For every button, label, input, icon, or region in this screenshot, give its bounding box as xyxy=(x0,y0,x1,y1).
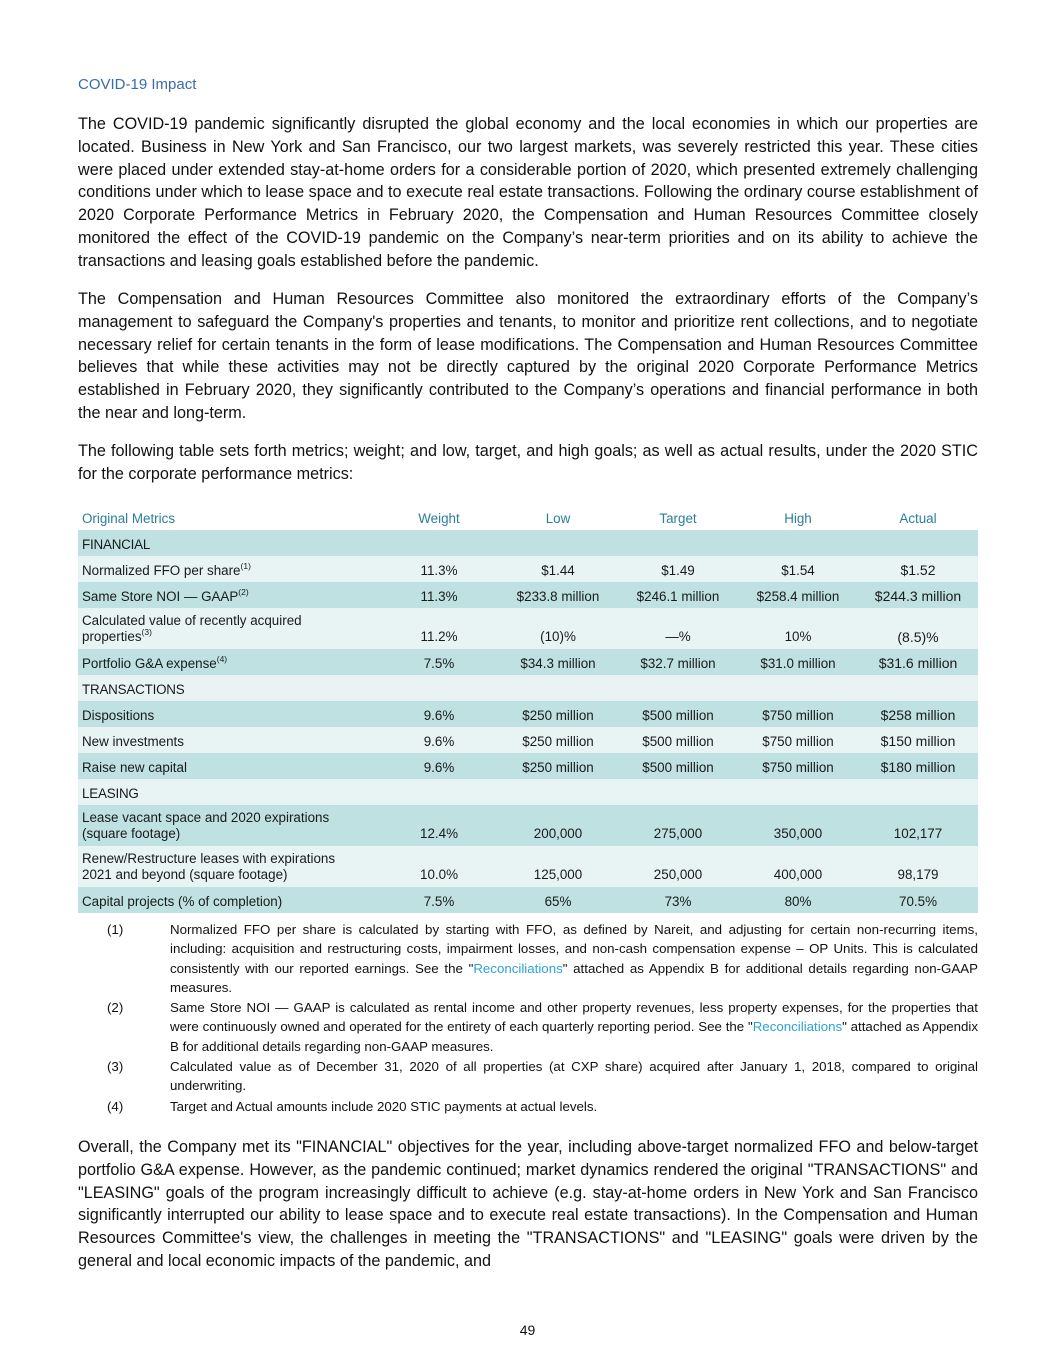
header-target: Target xyxy=(618,506,738,530)
footnote-4 xyxy=(107,1097,978,1116)
weight-cell: 11.3% xyxy=(380,582,498,608)
footnote-1 xyxy=(107,920,978,997)
paragraph-committee-monitoring: The Compensation and Human Resources Committee also monitored the extraordinary efforts of the Company’s management to safeguard the Company's properties and tenants, to monitor and prioritize rent collections, and to negotiate necessary relief for certain tenants in the form of lease modifications. The Compensation and Human Resources Committee believes that while these activities may not be directly captured by the original 2020 Corporate Performance Metrics established in February 2020, they significantly contributed to the Company’s operations and financial performance in both the near and long-term. xyxy=(78,290,978,422)
high-cell: $750 million xyxy=(738,701,858,727)
table-row xyxy=(78,649,978,675)
table-header-row xyxy=(78,506,978,530)
low-cell: $250 million xyxy=(498,701,618,727)
table-row xyxy=(78,727,978,753)
category-label: FINANCIAL xyxy=(78,530,978,556)
header-original-metrics: Original Metrics xyxy=(78,506,380,530)
category-label: TRANSACTIONS xyxy=(78,675,978,701)
actual-cell: $244.3 million xyxy=(858,582,978,608)
high-cell: $258.4 million xyxy=(738,582,858,608)
metric-name: Normalized FFO per share$^{(1)}$ xyxy=(78,556,380,582)
metric-name: Dispositions xyxy=(78,701,380,727)
weight-cell: 9.6% xyxy=(380,701,498,727)
target-cell: 73% xyxy=(618,887,738,913)
actual-cell: 102,177 xyxy=(858,805,978,846)
target-cell: 275,000 xyxy=(618,805,738,846)
footnote-number: (3) xyxy=(107,1059,124,1075)
footnote-number: (4) xyxy=(107,1098,124,1114)
target-cell: —% xyxy=(618,608,738,649)
weight-cell: 11.3% xyxy=(380,556,498,582)
weight-cell: 7.5% xyxy=(380,649,498,675)
footnote-ref: (2) xyxy=(238,587,249,597)
target-cell: $500 million xyxy=(618,753,738,779)
weight-cell: 9.6% xyxy=(380,753,498,779)
weight-cell: 12.4% xyxy=(380,805,498,846)
metric-name: Same Store NOI — GAAP$^{(2)}$ xyxy=(78,582,380,608)
footnote-3 xyxy=(107,1057,978,1096)
footnote-text: Calculated value as of December 31, 2020 of all properties (at CXP share) acquired after January 1, 2018, compared to original underwriting. xyxy=(170,1059,978,1094)
low-cell: $250 million xyxy=(498,727,618,753)
table-row xyxy=(78,701,978,727)
reconciliations-link[interactable]: Reconciliations xyxy=(752,1019,843,1035)
weight-cell: 7.5% xyxy=(380,887,498,913)
reconciliations-link[interactable]: Reconciliations xyxy=(473,960,563,976)
actual-cell: $180 million xyxy=(858,753,978,779)
paragraph-covid-impact: The COVID-19 pandemic significantly disrupted the global economy and the local economies in which our properties are located. Business in New York and San Francisco, our two largest markets, was severely restricted this year. These cities were placed under extended stay-at-home orders for a considerable portion of 2020, which presented extremely challenging conditions under which to lease space and to execute real estate transactions. Following the ordinary course establishment of 2020 Corporate Performance Metrics in February 2020, the Compensation and Human Resources Committee closely monitored the effect of the COVID-19 pandemic on the Company’s near-term priorities and on its ability to achieve the transactions and leasing goals established before the pandemic. xyxy=(78,115,978,270)
table-row xyxy=(78,805,978,846)
actual-cell: (8.5)% xyxy=(858,608,978,649)
high-cell: 350,000 xyxy=(738,805,858,846)
metric-name: Portfolio G&A expense$^{(4)}$ xyxy=(78,649,380,675)
high-cell: $750 million xyxy=(738,753,858,779)
weight-cell: 9.6% xyxy=(380,727,498,753)
high-cell: 10% xyxy=(738,608,858,649)
paragraph-overall-summary: Overall, the Company met its "FINANCIAL" objectives for the year, including above-target normalized FFO and below-target portfolio G&A expense. However, as the pandemic continued; market dynamics rendered the original "TRANSACTIONS" and "LEASING" goals of the program increasingly difficult to achieve (e.g. stay-at-home orders in New York and San Francisco significantly interrupted our ability to lease space and to execute real estate transactions). In the Compensation and Human Resources Committee's view, the challenges in meeting the "TRANSACTIONS" and "LEASING" goals were driven by the general and local economic impacts of the pandemic, and xyxy=(78,1138,978,1270)
header-low: Low xyxy=(498,506,618,530)
page-number: 49 xyxy=(519,1322,536,1338)
actual-cell: $150 million xyxy=(858,727,978,753)
table-row xyxy=(78,887,978,913)
footnote-2 xyxy=(107,998,978,1056)
weight-cell: 11.2% xyxy=(380,608,498,649)
high-cell: 400,000 xyxy=(738,846,858,887)
header-weight: Weight xyxy=(380,506,498,530)
target-cell: $500 million xyxy=(618,727,738,753)
low-cell: 65% xyxy=(498,887,618,913)
low-cell: $34.3 million xyxy=(498,649,618,675)
actual-cell: $1.52 xyxy=(858,556,978,582)
target-cell: $32.7 million xyxy=(618,649,738,675)
low-cell: (10)% xyxy=(498,608,618,649)
footnote-text: Same Store NOI — GAAP is calculated as rental income and other property revenues, less property expenses, for the properties that were continuously owned and operated for the entirety of each quarterly reporting period. See the "Reconciliations" attached as Appendix B for additional details regarding non-GAAP measures. xyxy=(170,1000,978,1054)
metric-name: Raise new capital xyxy=(78,753,380,779)
metric-name: Capital projects (% of completion) xyxy=(78,887,380,913)
footnote-text: Target and Actual amounts include 2020 STIC payments at actual levels. xyxy=(170,1098,598,1114)
actual-cell: 98,179 xyxy=(858,846,978,887)
footnote-number: (1) xyxy=(107,922,124,937)
paragraph-table-intro: The following table sets forth metrics; weight; and low, target, and high goals; as well as actual results, under the 2020 STIC for the corporate performance metrics: xyxy=(78,442,978,483)
actual-cell: 70.5% xyxy=(858,887,978,913)
metric-name: Renew/Restructure leases with expirations 2021 and beyond (square footage) xyxy=(78,846,380,887)
target-cell: $1.49 xyxy=(618,556,738,582)
footnote-number: (2) xyxy=(107,1000,124,1016)
footnote-ref: (4) xyxy=(216,654,228,664)
high-cell: $1.54 xyxy=(738,556,858,582)
weight-cell: 10.0% xyxy=(380,846,498,887)
actual-cell: $31.6 million xyxy=(858,649,978,675)
footnote-ref: (1) xyxy=(240,561,251,571)
actual-cell: $258 million xyxy=(858,701,978,727)
low-cell: 200,000 xyxy=(498,805,618,846)
performance-metrics-table xyxy=(78,506,978,913)
low-cell: 125,000 xyxy=(498,846,618,887)
metric-name: Calculated value of recently acquired properties$^{(3)}$ xyxy=(78,608,380,649)
category-row-leasing xyxy=(78,779,978,805)
category-label: LEASING xyxy=(78,779,978,805)
table-row xyxy=(78,582,978,608)
header-actual: Actual xyxy=(858,506,978,530)
high-cell: $31.0 million xyxy=(738,649,858,675)
low-cell: $250 million xyxy=(498,753,618,779)
target-cell: $246.1 million xyxy=(618,582,738,608)
metric-name: New investments xyxy=(78,727,380,753)
table-row xyxy=(78,753,978,779)
section-heading: COVID-19 Impact xyxy=(78,76,197,93)
header-high: High xyxy=(738,506,858,530)
table-row xyxy=(78,556,978,582)
footnote-ref: (3) xyxy=(141,627,152,637)
footnote-text: Normalized FFO per share is calculated by starting with FFO, as defined by Nareit, and adjusting for certain non-recurring items, including: acquisition and restructuring costs, impairment losses, and non-cash compensation expense – OP Units. This is calculated consistently with our reported earnings. See the "Reconciliations" attached as Appendix B for additional details regarding non-GAAP measures. xyxy=(170,922,978,995)
target-cell: $500 million xyxy=(618,701,738,727)
table-row xyxy=(78,608,978,649)
table-row xyxy=(78,846,978,887)
category-row-transactions xyxy=(78,675,978,701)
high-cell: 80% xyxy=(738,887,858,913)
footnotes xyxy=(107,920,978,1117)
metric-name: Lease vacant space and 2020 expirations (square footage) xyxy=(78,805,380,846)
target-cell: 250,000 xyxy=(618,846,738,887)
high-cell: $750 million xyxy=(738,727,858,753)
low-cell: $1.44 xyxy=(498,556,618,582)
low-cell: $233.8 million xyxy=(498,582,618,608)
category-row-financial xyxy=(78,530,978,556)
